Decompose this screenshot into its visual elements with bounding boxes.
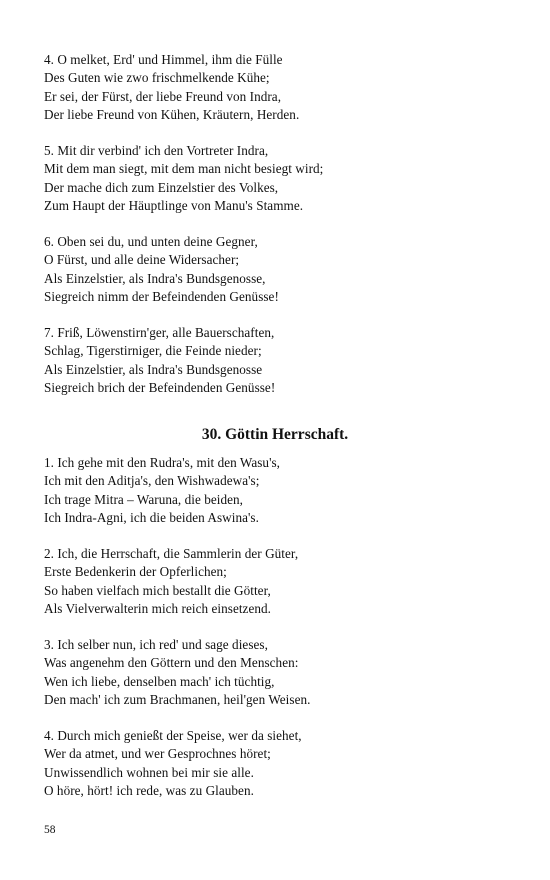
verse-line: Er sei, der Fürst, der liebe Freund von Indra, — [44, 88, 282, 104]
verse-line: O Fürst, und alle deine Widersacher; — [44, 252, 240, 268]
verse-line: Unwissendlich wohnen bei mir sie alle. — [44, 764, 254, 780]
verse-line: Der liebe Freund von Kühen, Kräutern, Herden. — [44, 106, 300, 122]
verse-line: 1. Ich gehe mit den Rudra's, mit den Wasu's, — [44, 455, 281, 470]
verse-line: 2. Ich, die Herrschaft, die Sammlerin der Güter, — [44, 546, 299, 561]
verse-line: 3. Ich selber nun, ich red' und sage dieses, — [44, 637, 268, 652]
verse-line: Erste Bedenkerin der Opferlichen; — [44, 564, 227, 580]
verse-line: 4. Durch mich genießt der Speise, wer da siehet, — [44, 728, 302, 743]
verse-line: Ich Indra-Agni, ich die beiden Aswina's. — [44, 509, 259, 525]
page-number: 58 — [44, 824, 56, 836]
verse-line: Als Einzelstier, als Indra's Bundsgenosse, — [44, 270, 266, 286]
verse-line: Wer da atmet, und wer Gesprochnes höret; — [44, 746, 271, 762]
verse-line: Siegreich nimm der Befeindenden Genüsse! — [44, 288, 279, 304]
verse-line: Der mache dich zum Einzelstier des Volkes, — [44, 179, 279, 195]
stanza-7-before — [44, 324, 514, 397]
section-heading: 30. Göttin Herrschaft. — [201, 426, 349, 443]
stanza-6-before — [44, 233, 514, 306]
verse-line: Was angenehm den Göttern und den Menschen: — [44, 655, 299, 671]
stanza-5-before — [44, 142, 514, 215]
verse-line: O höre, hört! ich rede, was zu Glauben. — [44, 782, 254, 798]
verse-line: 7. Friß, Löwenstirn'ger, alle Bauerschaften, — [44, 325, 275, 340]
verse-line: Als Einzelstier, als Indra's Bundsgenosse — [44, 361, 263, 377]
verse-line: Mit dem man siegt, mit dem man nicht besiegt wird; — [44, 161, 324, 177]
verse-line: Ich trage Mitra – Waruna, die beiden, — [44, 491, 244, 507]
verse-line: Ich mit den Aditja's, den Wishwadewa's; — [44, 473, 260, 489]
verse-line: Als Vielverwalterin mich reich einsetzend. — [44, 600, 272, 616]
verse-line: Siegreich brich der Befeindenden Genüsse! — [44, 379, 276, 395]
stanza-3-after — [44, 636, 514, 709]
verse-line: 5. Mit dir verbind' ich den Vortreter Indra, — [44, 143, 269, 158]
stanza-4-after — [44, 727, 514, 800]
verse-line: Wen ich liebe, denselben mach' ich tüchtig, — [44, 673, 275, 689]
verse-line: So haben vielfach mich bestallt die Götter, — [44, 582, 271, 598]
verse-line: Des Guten wie zwo frischmelkende Kühe; — [44, 70, 270, 86]
stanza-4-before — [44, 51, 514, 124]
verse-line: 6. Oben sei du, und unten deine Gegner, — [44, 234, 258, 249]
stanza-2-after — [44, 545, 514, 618]
verse-line: Zum Haupt der Häuptlinge von Manu's Stamme. — [44, 197, 304, 213]
stanza-1-after — [44, 454, 514, 527]
verse-line: 4. O melket, Erd' und Himmel, ihm die Fülle — [44, 52, 283, 67]
verse-line: Den mach' ich zum Brachmanen, heil'gen Weisen. — [44, 691, 311, 707]
verse-line: Schlag, Tigerstirniger, die Feinde nieder; — [44, 343, 262, 359]
